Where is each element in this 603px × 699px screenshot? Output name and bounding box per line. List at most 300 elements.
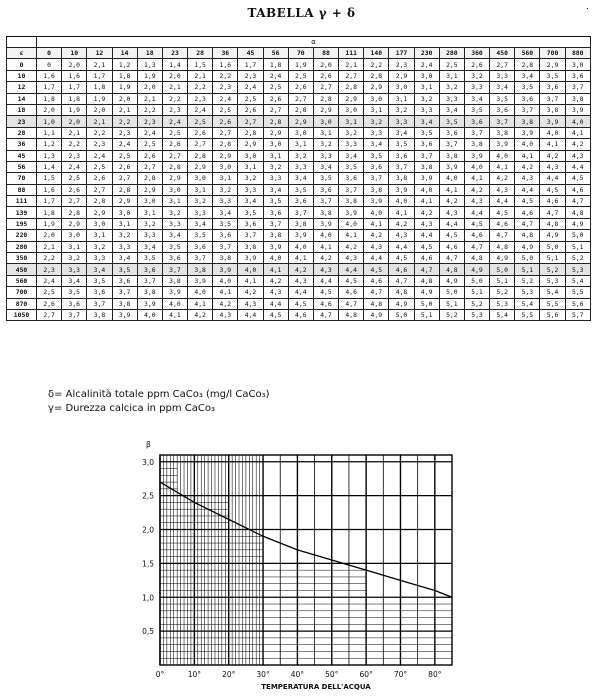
- table-cell: 3,8: [188, 264, 213, 275]
- table-cell: 3,8: [238, 241, 263, 252]
- table-cell: 4,0: [540, 127, 565, 138]
- table-cell: 3,0: [213, 161, 238, 172]
- table-cell: 3,3: [364, 127, 389, 138]
- table-cell: 4,4: [263, 298, 288, 309]
- table-cell: 3,7: [162, 264, 187, 275]
- alkalinity-table-container: [6, 36, 590, 352]
- table-cell: 4,7: [515, 218, 540, 229]
- table-cell: 4,3: [364, 241, 389, 252]
- table-cell: 3,5: [464, 104, 489, 115]
- table-cell: 2,6: [288, 82, 313, 93]
- table-cell: 3,8: [414, 161, 439, 172]
- table-cell: 3,9: [188, 275, 213, 286]
- table-cell: 2,5: [238, 93, 263, 104]
- table-cell: 5,3: [565, 264, 590, 275]
- table-cell: 4,1: [389, 207, 414, 218]
- legend-delta: δ= Alcalinità totale ppm CaCo₃ (mg/l CaCo₃): [48, 389, 270, 400]
- table-cell: 5,2: [439, 309, 464, 320]
- table-cell: 2,9: [288, 116, 313, 127]
- table-cell: 3,3: [263, 173, 288, 184]
- table-cell: 4,9: [515, 241, 540, 252]
- table-cell: 4,4: [238, 309, 263, 320]
- table-cell: 4,0: [313, 230, 338, 241]
- table-cell: 4,0: [464, 161, 489, 172]
- table-header-row: [7, 48, 591, 59]
- table-cell: 3,6: [188, 241, 213, 252]
- row-header: 870: [7, 298, 37, 309]
- table-cell: 2,5: [439, 59, 464, 70]
- table-cell: 3,7: [62, 309, 87, 320]
- table-cell: 3,4: [364, 139, 389, 150]
- table-cell: 4,0: [439, 173, 464, 184]
- table-cell: 5,0: [439, 287, 464, 298]
- table-cell: 3,4: [439, 104, 464, 115]
- table-cell: 3,7: [112, 287, 137, 298]
- alkalinity-table: [6, 36, 591, 321]
- table-cell: 5,0: [540, 241, 565, 252]
- table-cell: 2,4: [238, 82, 263, 93]
- table-cell: 2,6: [263, 93, 288, 104]
- table-cell: 3,1: [62, 241, 87, 252]
- table-cell: 4,7: [439, 253, 464, 264]
- table-cell: 2,1: [112, 104, 137, 115]
- row-header: 0: [7, 59, 37, 70]
- table-row: [7, 59, 591, 70]
- table-cell: 1,9: [288, 59, 313, 70]
- table-cell: 3,1: [263, 150, 288, 161]
- table-cell: 4,1: [162, 309, 187, 320]
- table-cell: 0: [37, 59, 62, 70]
- table-cell: 3,4: [515, 70, 540, 81]
- table-cell: 3,7: [288, 207, 313, 218]
- table-cell: 4,1: [238, 275, 263, 286]
- table-cell: 3,2: [263, 161, 288, 172]
- y-tick-label: 2,5: [142, 491, 154, 501]
- table-cell: 3,3: [238, 184, 263, 195]
- table-cell: 2,5: [213, 104, 238, 115]
- table-cell: 5,0: [389, 309, 414, 320]
- table-cell: 4,9: [540, 230, 565, 241]
- table-cell: 3,7: [238, 230, 263, 241]
- table-cell: 1,7: [37, 82, 62, 93]
- table-cell: 3,8: [389, 173, 414, 184]
- table-cell: 3,4: [188, 218, 213, 229]
- table-cell: 1,4: [37, 161, 62, 172]
- table-cell: 3,9: [213, 264, 238, 275]
- table-cell: 5,6: [540, 309, 565, 320]
- table-cell: 3,5: [414, 127, 439, 138]
- y-tick-label: 1,5: [142, 559, 154, 569]
- table-cell: 3,9: [162, 287, 187, 298]
- table-cell: 4,4: [464, 207, 489, 218]
- column-header: 56: [263, 48, 288, 59]
- table-cell: 4,7: [313, 309, 338, 320]
- table-cell: 4,8: [565, 207, 590, 218]
- table-cell: 3,6: [540, 82, 565, 93]
- table-cell: 1,7: [62, 82, 87, 93]
- row-header: 14: [7, 93, 37, 104]
- table-cell: 5,6: [565, 298, 590, 309]
- table-cell: 4,3: [263, 287, 288, 298]
- x-tick-label: 60°: [359, 670, 373, 679]
- table-cell: 4,8: [515, 230, 540, 241]
- table-cell: 4,2: [389, 218, 414, 229]
- column-header: 450: [490, 48, 515, 59]
- table-cell: 3,8: [490, 127, 515, 138]
- table-cell: 4,1: [414, 196, 439, 207]
- row-header: 195: [7, 218, 37, 229]
- table-cell: 3,0: [339, 104, 364, 115]
- temperature-chart-svg: [120, 430, 460, 699]
- row-header: 23: [7, 116, 37, 127]
- table-cell: 3,5: [313, 173, 338, 184]
- table-cell: 2,9: [263, 127, 288, 138]
- table-cell: 3,6: [515, 93, 540, 104]
- table-cell: 2,2: [137, 104, 162, 115]
- table-cell: 3,7: [188, 253, 213, 264]
- table-cell: 4,6: [389, 264, 414, 275]
- x-tick-label: 20°: [222, 670, 236, 679]
- table-cell: 4,2: [238, 287, 263, 298]
- table-cell: 2,3: [137, 116, 162, 127]
- table-cell: 2,0: [37, 104, 62, 115]
- column-header: 36: [213, 48, 238, 59]
- row-symbol: ε: [7, 48, 37, 59]
- table-cell: 2,2: [213, 70, 238, 81]
- table-cell: 3,2: [313, 139, 338, 150]
- table-cell: 2,5: [162, 127, 187, 138]
- table-cell: 4,5: [490, 207, 515, 218]
- table-cell: 4,4: [515, 184, 540, 195]
- table-cell: 4,5: [464, 218, 489, 229]
- table-cell: 1,7: [238, 59, 263, 70]
- table-cell: 4,0: [238, 264, 263, 275]
- table-cell: 4,9: [565, 218, 590, 229]
- table-cell: 4,3: [389, 230, 414, 241]
- table-cell: 2,9: [213, 150, 238, 161]
- table-cell: 5,4: [490, 309, 515, 320]
- column-header: 88: [313, 48, 338, 59]
- table-cell: 3,9: [263, 241, 288, 252]
- table-cell: 4,1: [313, 241, 338, 252]
- table-cell: 4,7: [540, 207, 565, 218]
- table-cell: 2,2: [112, 116, 137, 127]
- table-cell: 2,5: [37, 287, 62, 298]
- column-header: 23: [162, 48, 187, 59]
- table-cell: 3,1: [313, 127, 338, 138]
- table-cell: 3,2: [464, 70, 489, 81]
- table-cell: 2,8: [137, 173, 162, 184]
- table-cell: 3,0: [188, 173, 213, 184]
- table-cell: 2,3: [213, 82, 238, 93]
- column-header: 140: [364, 48, 389, 59]
- column-header: 28: [188, 48, 213, 59]
- table-cell: 4,2: [515, 161, 540, 172]
- table-cell: 5,3: [490, 298, 515, 309]
- table-cell: 2,0: [37, 230, 62, 241]
- table-cell: 2,8: [188, 150, 213, 161]
- table-row: [7, 161, 591, 172]
- table-cell: 4,9: [490, 253, 515, 264]
- table-cell: 3,0: [263, 139, 288, 150]
- table-cell: 4,1: [540, 139, 565, 150]
- table-cell: 3,8: [213, 253, 238, 264]
- table-row: [7, 82, 591, 93]
- table-cell: 4,6: [313, 298, 338, 309]
- table-cell: 4,6: [364, 275, 389, 286]
- table-cell: 3,5: [515, 82, 540, 93]
- table-cell: 3,2: [213, 184, 238, 195]
- table-cell: 2,1: [339, 59, 364, 70]
- plot-frame: [160, 455, 452, 665]
- table-cell: 3,4: [238, 196, 263, 207]
- table-cell: 4,4: [540, 173, 565, 184]
- table-cell: 3,7: [389, 161, 414, 172]
- table-row: [7, 173, 591, 184]
- table-cell: 2,6: [137, 150, 162, 161]
- table-cell: 4,0: [137, 309, 162, 320]
- table-cell: 3,0: [414, 70, 439, 81]
- table-cell: 4,4: [565, 161, 590, 172]
- table-cell: 3,9: [339, 207, 364, 218]
- table-cell: 4,7: [389, 275, 414, 286]
- table-cell: 2,8: [87, 196, 112, 207]
- table-cell: 1,9: [137, 70, 162, 81]
- table-cell: 3,2: [439, 82, 464, 93]
- table-cell: 2,7: [112, 173, 137, 184]
- table-cell: 4,3: [313, 264, 338, 275]
- column-header: 70: [288, 48, 313, 59]
- table-cell: 3,8: [263, 230, 288, 241]
- legend-gamma: γ= Durezza calcica in ppm CaCo₃: [48, 403, 215, 414]
- table-cell: 2,6: [313, 70, 338, 81]
- table-cell: 5,7: [565, 309, 590, 320]
- table-cell: 4,2: [339, 241, 364, 252]
- table-cell: 3,5: [288, 184, 313, 195]
- table-cell: 2,4: [213, 93, 238, 104]
- table-cell: 4,1: [565, 127, 590, 138]
- table-cell: 2,4: [62, 161, 87, 172]
- table-cell: 4,0: [364, 207, 389, 218]
- table-symbol-row: [7, 37, 591, 48]
- table-cell: 3,6: [112, 275, 137, 286]
- table-cell: 3,4: [213, 207, 238, 218]
- table-cell: 2,6: [464, 59, 489, 70]
- table-cell: 2,3: [112, 127, 137, 138]
- table-cell: 5,5: [565, 287, 590, 298]
- table-cell: 3,1: [188, 184, 213, 195]
- table-cell: 3,4: [137, 241, 162, 252]
- table-cell: 5,4: [540, 287, 565, 298]
- table-cell: 4,2: [414, 207, 439, 218]
- table-cell: 3,8: [288, 218, 313, 229]
- table-cell: 3,3: [188, 207, 213, 218]
- table-cell: 4,6: [515, 207, 540, 218]
- table-cell: 4,3: [565, 150, 590, 161]
- table-cell: 4,3: [339, 253, 364, 264]
- table-cell: 3,5: [490, 93, 515, 104]
- table-cell: 4,5: [288, 298, 313, 309]
- column-symbol: α: [37, 37, 591, 48]
- table-cell: 3,0: [313, 116, 338, 127]
- table-cell: 3,2: [188, 196, 213, 207]
- table-cell: 2,3: [162, 104, 187, 115]
- row-header: 56: [7, 161, 37, 172]
- table-cell: 2,7: [87, 184, 112, 195]
- row-header: 28: [7, 127, 37, 138]
- table-cell: 3,6: [364, 161, 389, 172]
- table-cell: 3,0: [137, 196, 162, 207]
- table-cell: 3,8: [439, 150, 464, 161]
- table-cell: 2,8: [339, 82, 364, 93]
- table-cell: 3,1: [137, 207, 162, 218]
- table-cell: 3,4: [490, 82, 515, 93]
- table-cell: 4,6: [339, 287, 364, 298]
- table-cell: 3,5: [188, 230, 213, 241]
- table-cell: 2,3: [87, 139, 112, 150]
- x-tick-label: 80°: [428, 670, 442, 679]
- table-cell: 1,8: [263, 59, 288, 70]
- table-cell: 4,8: [389, 287, 414, 298]
- table-cell: 2,7: [339, 70, 364, 81]
- table-cell: 2,3: [238, 70, 263, 81]
- table-cell: 3,3: [414, 104, 439, 115]
- table-cell: 4,5: [389, 253, 414, 264]
- table-cell: 4,3: [464, 196, 489, 207]
- series-line: [160, 482, 452, 597]
- table-cell: 5,2: [490, 287, 515, 298]
- table-cell: 3,4: [162, 230, 187, 241]
- table-cell: 2,3: [389, 59, 414, 70]
- table-cell: 3,8: [162, 275, 187, 286]
- y-tick-label: 1,0: [142, 593, 154, 603]
- table-cell: 1,8: [37, 93, 62, 104]
- table-row: [7, 104, 591, 115]
- table-cell: 3,2: [87, 241, 112, 252]
- table-cell: 1,1: [37, 127, 62, 138]
- table-cell: 2,0: [62, 116, 87, 127]
- table-cell: 2,2: [37, 253, 62, 264]
- table-cell: 3,4: [389, 127, 414, 138]
- table-cell: 3,3: [439, 93, 464, 104]
- table-cell: 4,5: [540, 184, 565, 195]
- table-cell: 4,4: [288, 287, 313, 298]
- table-cell: 1,3: [137, 59, 162, 70]
- table-cell: 4,0: [188, 287, 213, 298]
- table-cell: 2,9: [162, 173, 187, 184]
- table-cell: 5,2: [540, 264, 565, 275]
- table-cell: 2,1: [137, 93, 162, 104]
- table-cell: 2,3: [37, 264, 62, 275]
- table-cell: 4,3: [238, 298, 263, 309]
- table-cell: 4,4: [439, 218, 464, 229]
- table-row: [7, 150, 591, 161]
- table-cell: 2,6: [37, 298, 62, 309]
- page-title: TABELLA γ + δ: [247, 6, 356, 20]
- table-cell: 2,7: [188, 139, 213, 150]
- table-cell: 3,1: [288, 139, 313, 150]
- table-cell: 2,0: [162, 70, 187, 81]
- table-cell: 3,4: [313, 161, 338, 172]
- table-cell: 2,2: [364, 59, 389, 70]
- table-cell: 4,1: [263, 264, 288, 275]
- table-cell: 1,6: [37, 184, 62, 195]
- table-cell: 2,0: [313, 59, 338, 70]
- table-cell: 2,8: [62, 207, 87, 218]
- table-cell: 3,6: [490, 104, 515, 115]
- table-cell: 5,4: [515, 298, 540, 309]
- table-cell: 2,9: [137, 184, 162, 195]
- table-cell: 3,0: [112, 207, 137, 218]
- table-cell: 4,9: [414, 287, 439, 298]
- table-cell: 2,5: [137, 139, 162, 150]
- table-cell: 3,1: [339, 116, 364, 127]
- table-cell: 4,7: [464, 241, 489, 252]
- table-cell: 4,3: [414, 218, 439, 229]
- table-cell: 3,1: [389, 93, 414, 104]
- table-cell: 3,6: [162, 253, 187, 264]
- table-cell: 4,1: [288, 253, 313, 264]
- table-cell: 4,8: [464, 253, 489, 264]
- table-cell: 2,7: [213, 127, 238, 138]
- table-cell: 2,7: [238, 116, 263, 127]
- table-row: [7, 275, 591, 286]
- table-cell: 4,5: [313, 287, 338, 298]
- table-cell: 3,8: [112, 298, 137, 309]
- table-cell: 3,2: [112, 230, 137, 241]
- table-cell: 4,2: [288, 264, 313, 275]
- table-cell: 3,2: [62, 253, 87, 264]
- table-cell: 4,6: [565, 184, 590, 195]
- table-cell: 3,9: [414, 173, 439, 184]
- table-cell: 3,2: [389, 104, 414, 115]
- table-cell: 5,1: [565, 241, 590, 252]
- table-cell: 2,0: [137, 82, 162, 93]
- table-cell: 4,0: [162, 298, 187, 309]
- table-cell: 3,6: [62, 298, 87, 309]
- table-cell: 3,8: [87, 309, 112, 320]
- table-cell: 2,9: [188, 161, 213, 172]
- table-cell: 3,7: [213, 241, 238, 252]
- row-header: 18: [7, 104, 37, 115]
- x-tick-label: 10°: [187, 670, 202, 679]
- table-cell: 3,1: [162, 196, 187, 207]
- table-cell: 1,9: [62, 104, 87, 115]
- table-cell: 4,2: [565, 139, 590, 150]
- table-cell: 3,6: [288, 196, 313, 207]
- table-cell: 1,8: [62, 93, 87, 104]
- table-cell: 3,3: [137, 230, 162, 241]
- column-header: 560: [515, 48, 540, 59]
- table-cell: 3,1: [238, 161, 263, 172]
- table-cell: 5,2: [565, 253, 590, 264]
- table-cell: 4,0: [263, 253, 288, 264]
- table-cell: 3,0: [162, 184, 187, 195]
- table-cell: 2,7: [137, 161, 162, 172]
- table-cell: 4,1: [188, 298, 213, 309]
- table-cell: 3,6: [414, 139, 439, 150]
- table-row: [7, 218, 591, 229]
- table-row: [7, 116, 591, 127]
- table-cell: 3,4: [62, 275, 87, 286]
- table-cell: 4,5: [565, 173, 590, 184]
- table-cell: 4,9: [439, 275, 464, 286]
- table-cell: 3,2: [414, 93, 439, 104]
- table-cell: 3,0: [389, 82, 414, 93]
- table-cell: 3,7: [490, 116, 515, 127]
- table-cell: 5,0: [515, 253, 540, 264]
- table-cell: 3,9: [540, 116, 565, 127]
